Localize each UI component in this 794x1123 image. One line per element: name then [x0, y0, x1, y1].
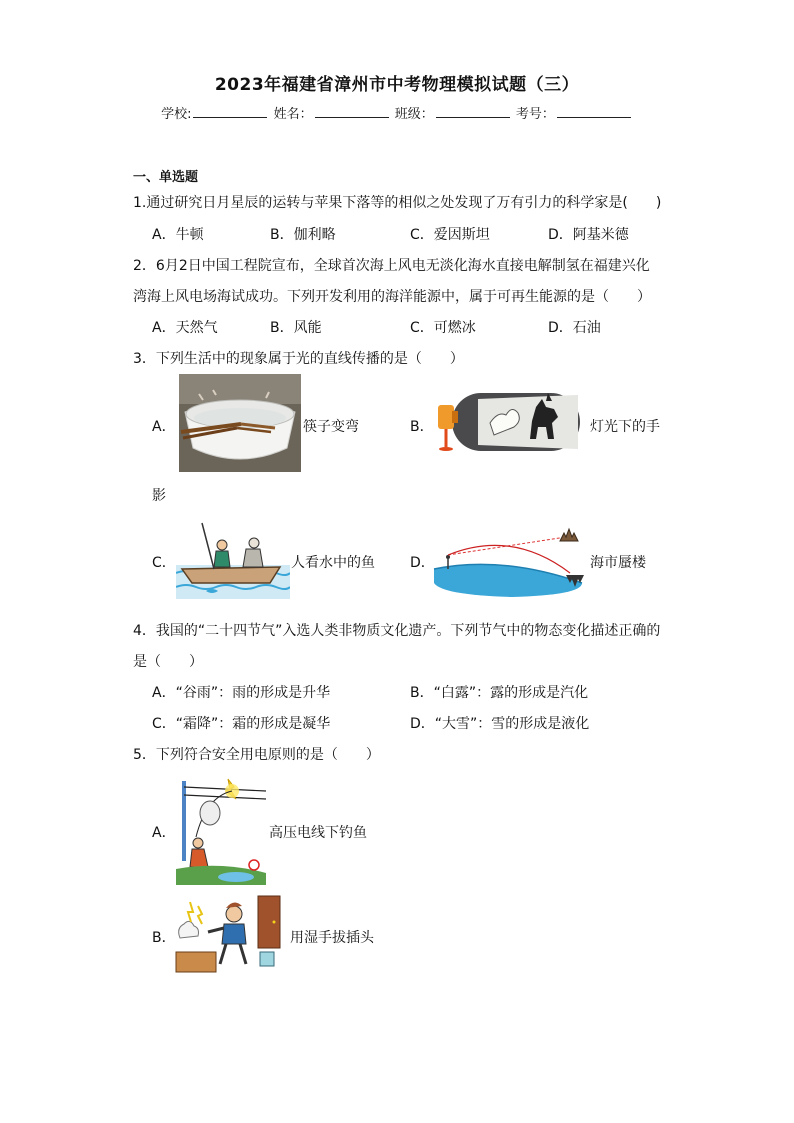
question-4-option-a[interactable]: A．“谷雨”：雨的形成是升华: [152, 685, 331, 701]
question-3-stem: 3．下列生活中的现象属于光的直线传播的是（ ）: [133, 351, 464, 367]
class-blank[interactable]: [436, 105, 510, 118]
question-1-option-c[interactable]: C．爱因斯坦: [410, 227, 490, 243]
question-5-option-a-text: 高压电线下钓鱼: [269, 825, 367, 841]
question-1-stem: 1.通过研究日月星辰的运转与苹果下落等的相似之处发现了万有引力的科学家是( ): [133, 195, 662, 211]
question-3-option-b-text-wrap: 影: [152, 488, 166, 504]
question-5-option-b-letter[interactable]: B．: [152, 930, 176, 946]
class-label: 班级：: [394, 107, 434, 122]
exam-no-label: 考号：: [515, 107, 555, 122]
question-3-option-a-text: 筷子变弯: [303, 419, 359, 435]
question-1-option-b[interactable]: B．伽利略: [270, 227, 336, 243]
question-3-option-b-letter[interactable]: B．: [410, 419, 434, 435]
wet-hand-plug-image: [174, 894, 284, 974]
fisherman-boat-image: [176, 521, 290, 599]
question-4-stem-line2: 是（ ）: [133, 654, 203, 670]
fishing-under-power-line-image: [176, 777, 266, 885]
question-3-option-d-text: 海市蜃楼: [590, 555, 646, 571]
question-4-option-c[interactable]: C．“霜降”：霜的形成是凝华: [152, 716, 331, 732]
question-5-option-a-letter[interactable]: A．: [152, 825, 176, 841]
question-4-stem-line1: 4．我国的“二十四节气”入选人类非物质文化遗产。下列节气中的物态变化描述正确的: [133, 623, 661, 639]
question-2-stem-line1: 2．6月2日中国工程院宣布，全球首次海上风电无淡化海水直接电解制氢在福建兴化: [133, 258, 650, 274]
name-label: 姓名：: [273, 107, 313, 122]
question-3-option-c-text: 人看水中的鱼: [291, 555, 375, 571]
question-2-option-b[interactable]: B．风能: [270, 320, 322, 336]
question-2-option-d[interactable]: D．石油: [548, 320, 601, 336]
section-heading: 一、单选题: [133, 170, 199, 185]
question-5-stem: 5．下列符合安全用电原则的是（ ）: [133, 747, 380, 763]
student-info-line: [0, 103, 794, 122]
question-3-option-b-text: 灯光下的手: [590, 419, 660, 435]
question-2-option-a[interactable]: A．天然气: [152, 320, 218, 336]
name-blank[interactable]: [315, 105, 389, 118]
bent-chopsticks-image: [179, 374, 301, 472]
question-5-option-b-text: 用湿手拔插头: [290, 930, 374, 946]
page-title: 2023年福建省漳州市中考物理模拟试题（三）: [214, 75, 580, 95]
question-2-option-c[interactable]: C．可燃冰: [410, 320, 476, 336]
question-3-option-c-letter[interactable]: C．: [152, 555, 176, 571]
question-3-option-a-letter[interactable]: A．: [152, 419, 176, 435]
question-4-option-d[interactable]: D．“大雪”：雪的形成是液化: [410, 716, 590, 732]
question-3-option-d-letter[interactable]: D．: [410, 555, 435, 571]
question-2-stem-line2: 湾海上风电场海试成功。下列开发利用的海洋能源中，属于可再生能源的是（ ）: [133, 289, 651, 305]
question-1-option-a[interactable]: A．牛顿: [152, 227, 204, 243]
question-4-option-b[interactable]: B．“白露”：露的形成是汽化: [410, 685, 589, 701]
exam-no-blank[interactable]: [557, 105, 631, 118]
school-blank[interactable]: [193, 105, 267, 118]
question-1-option-d[interactable]: D．阿基米德: [548, 227, 629, 243]
hand-shadow-image: [438, 389, 583, 457]
mirage-image: [432, 525, 588, 597]
school-label: 学校:: [161, 107, 192, 122]
